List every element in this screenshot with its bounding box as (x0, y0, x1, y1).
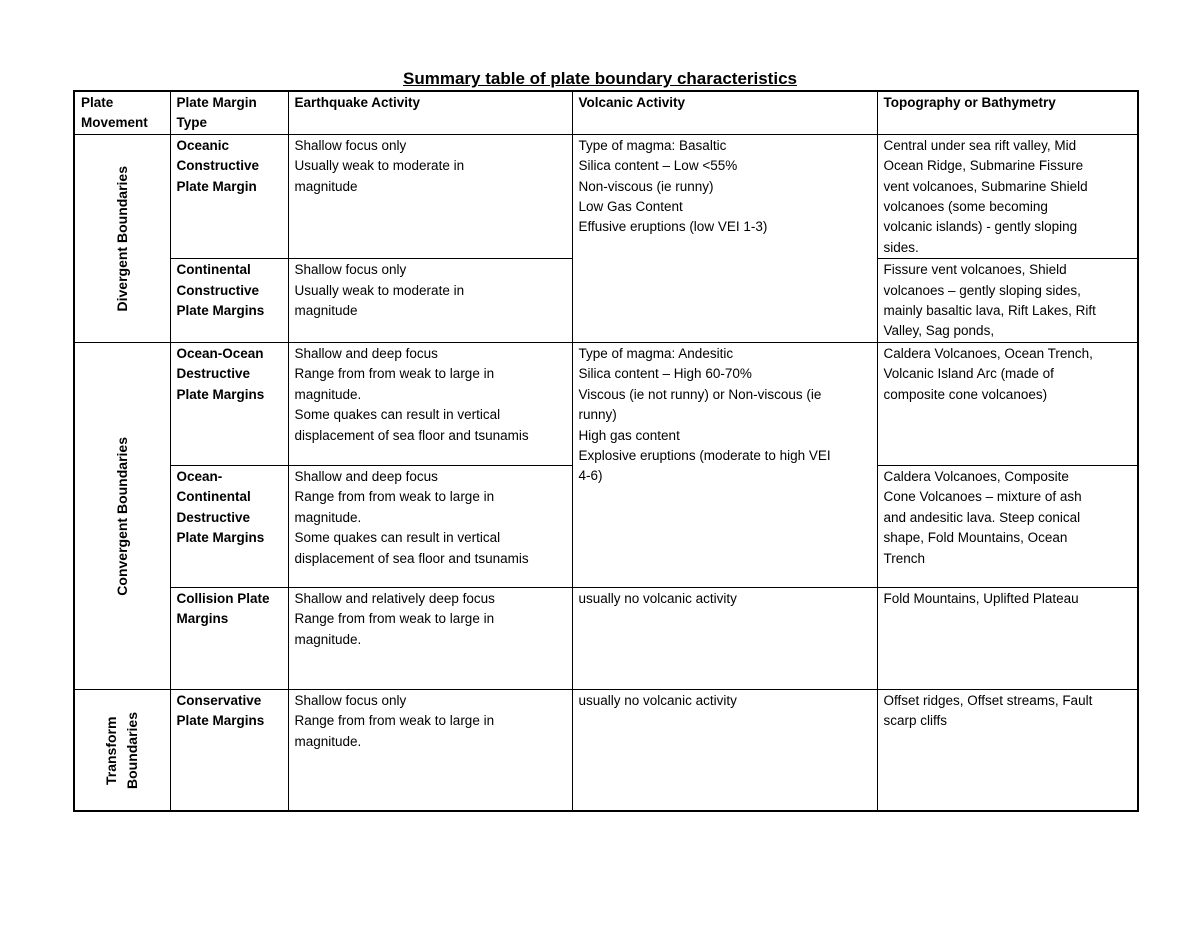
table-row (74, 342, 1138, 465)
earthquake-cell: Shallow and deep focus Range from from weak to large in magnitude. Some quakes can result in vertical displacement of sea floor and tsunamis (288, 465, 572, 587)
table-row (74, 587, 1138, 689)
margin-type-cell: Conservative Plate Margins (170, 689, 288, 811)
earthquake-cell: Shallow focus only Range from from weak to large in magnitude. (288, 689, 572, 811)
header-volcanic-activity: Volcanic Activity (572, 91, 877, 134)
header-earthquake-activity: Earthquake Activity (288, 91, 572, 134)
earthquake-cell: Shallow and deep focus Range from from weak to large in magnitude. Some quakes can result in vertical displacement of sea floor and tsunamis (288, 342, 572, 465)
table-row (74, 134, 1138, 258)
group-transform (74, 689, 170, 811)
margin-type-cell: Continental Constructive Plate Margins (170, 259, 288, 343)
topography-cell: Caldera Volcanoes, Composite Cone Volcanoes – mixture of ash and andesitic lava. Steep conical shape, Fold Mountains, Ocean Trench (877, 465, 1138, 587)
header-plate-margin-type: Plate Margin Type (170, 91, 288, 134)
header-plate-movement: Plate Movement (74, 91, 170, 134)
table-row (74, 689, 1138, 811)
margin-type-cell: Oceanic Constructive Plate Margin (170, 134, 288, 258)
header-row (74, 91, 1138, 134)
margin-type-cell: Ocean- Continental Destructive Plate Margins (170, 465, 288, 587)
header-topography: Topography or Bathymetry (877, 91, 1138, 134)
earthquake-cell: Shallow focus only Usually weak to moderate in magnitude (288, 134, 572, 258)
plate-boundary-table (73, 90, 1139, 812)
group-label: Divergent Boundaries (113, 165, 130, 312)
group-divergent (74, 134, 170, 342)
earthquake-cell: Shallow and relatively deep focus Range from from weak to large in magnitude. (288, 587, 572, 689)
volcanic-cell: usually no volcanic activity (572, 587, 877, 689)
volcanic-cell-subduction: Type of magma: Andesitic Silica content – High 60-70% Viscous (ie not runny) or Non-viscous (ie runny) High gas content Explosive eruptions (moderate to high VEI 4-6) (572, 342, 877, 587)
topography-cell: Central under sea rift valley, Mid Ocean Ridge, Submarine Fissure vent volcanoes, Submarine Shield volcanoes (some becoming volcanic islands) - gently sloping sides. (877, 134, 1138, 258)
page-title: Summary table of plate boundary characteristics (403, 69, 797, 88)
topography-cell: Caldera Volcanoes, Ocean Trench, Volcanic Island Arc (made of composite cone volcanoes) (877, 342, 1138, 465)
volcanic-cell: usually no volcanic activity (572, 689, 877, 811)
topography-cell: Fold Mountains, Uplifted Plateau (877, 587, 1138, 689)
volcanic-cell-divergent: Type of magma: Basaltic Silica content – Low <55% Non-viscous (ie runny) Low Gas Content Effusive eruptions (low VEI 1-3) (572, 134, 877, 342)
group-convergent (74, 342, 170, 689)
earthquake-cell: Shallow focus only Usually weak to moderate in magnitude (288, 259, 572, 343)
margin-type-cell: Collision Plate Margins (170, 587, 288, 689)
margin-type-cell: Ocean-Ocean Destructive Plate Margins (170, 342, 288, 465)
topography-cell: Offset ridges, Offset streams, Fault scarp cliffs (877, 689, 1138, 811)
group-label: Convergent Boundaries (113, 436, 130, 596)
group-label: Transform Boundaries (103, 711, 141, 789)
topography-cell: Fissure vent volcanoes, Shield volcanoes – gently sloping sides, mainly basaltic lava, Rift Lakes, Rift Valley, Sag ponds, (877, 259, 1138, 343)
